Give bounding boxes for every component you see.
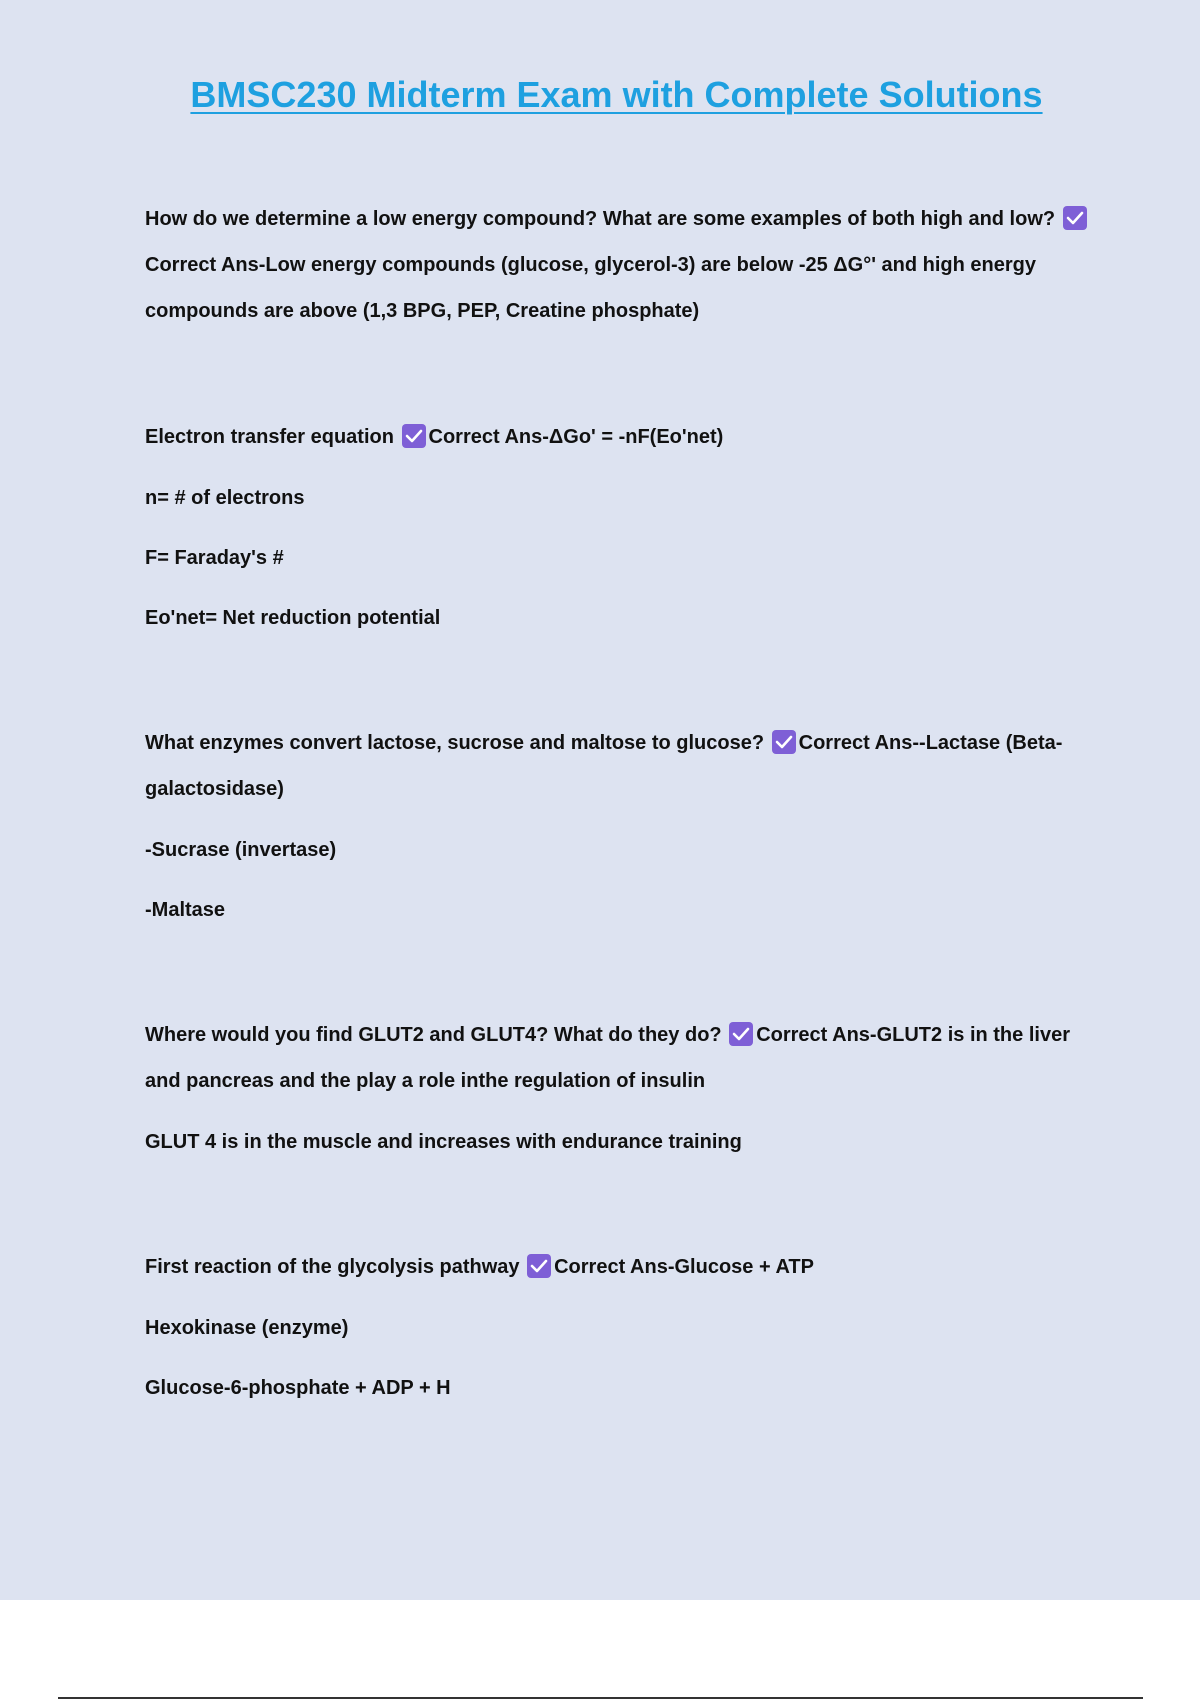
answer-line: -Maltase — [145, 899, 226, 921]
question-paragraph — [145, 196, 1100, 334]
answer-label: Correct Ans- — [554, 1256, 675, 1278]
question-text: What enzymes convert lactose, sucrose and maltose to glucose? — [145, 732, 765, 754]
qa-list — [145, 196, 1100, 1410]
answer-text: Low energy compounds (glucose, glycerol-3) are below -25 ΔG°' and high energy compounds are above (1,3 BPG, PEP, Creatine phosphate) — [145, 254, 1036, 322]
question-text: How do we determine a low energy compound? What are some examples of both high and low? — [145, 208, 1056, 230]
question-paragraph — [145, 414, 1100, 460]
check-box-icon — [527, 1254, 551, 1278]
question-paragraph — [145, 720, 1100, 812]
question-paragraph — [145, 1244, 1100, 1290]
qa-item-1 — [145, 196, 1100, 334]
answer-text: GLUT2 is in the liver and pancreas and the play a role inthe regulation of insulin — [145, 1024, 1070, 1092]
answer-line: n= # of electrons — [145, 487, 305, 509]
answer-line: -Sucrase (invertase) — [145, 839, 337, 861]
answer-line: Hexokinase (enzyme) — [145, 1317, 349, 1339]
qa-item-2 — [145, 414, 1100, 640]
check-box-icon — [772, 730, 796, 754]
answer-label: Correct Ans- — [798, 732, 920, 754]
check-box-icon — [402, 424, 426, 448]
answer-line: Eo'net= Net reduction potential — [145, 607, 441, 629]
answer-text: -Lactase (Beta-galactosidase) — [145, 732, 1063, 800]
qa-item-4 — [145, 1012, 1100, 1164]
qa-item-5 — [145, 1244, 1100, 1410]
question-paragraph — [145, 1012, 1100, 1104]
answer-label: Correct Ans- — [145, 254, 266, 276]
question-text: Electron transfer equation — [145, 426, 394, 448]
answer-line: GLUT 4 is in the muscle and increases with endurance training — [145, 1131, 742, 1153]
question-text: Where would you find GLUT2 and GLUT4? What do they do? — [145, 1024, 722, 1046]
footer-divider — [58, 1697, 1143, 1699]
qa-item-3 — [145, 720, 1100, 932]
answer-text: ΔGo' = -nF(Eo'net) — [548, 426, 724, 448]
answer-label: Correct Ans- — [756, 1024, 877, 1046]
question-text: First reaction of the glycolysis pathway — [145, 1256, 520, 1278]
answer-line: F= Faraday's # — [145, 547, 284, 569]
check-box-icon — [729, 1022, 753, 1046]
document-title: BMSC230 Midterm Exam with Complete Solutions — [190, 74, 1043, 115]
answer-line: Glucose-6-phosphate + ADP + H — [145, 1377, 451, 1399]
answer-label: Correct Ans- — [428, 426, 549, 448]
check-box-icon — [1063, 206, 1087, 230]
answer-text: Glucose + ATP — [674, 1256, 814, 1278]
